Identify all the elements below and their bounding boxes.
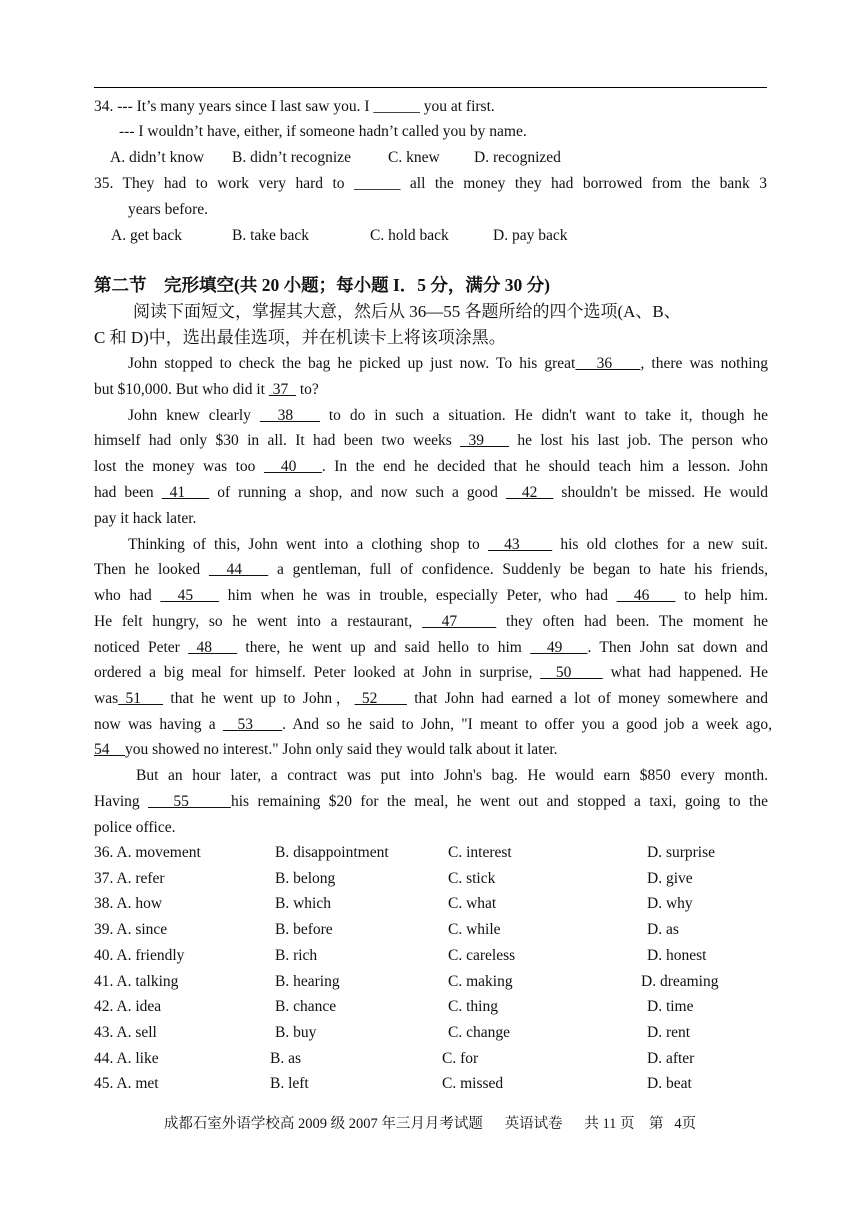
passage-line: himself had only $30 in all. It had been two weeks 39 he lost his last job. The person who [94, 432, 769, 449]
passage-line: but $10,000. But who did it 37 to? [94, 381, 319, 398]
passage-line: ordered a big meal for himself. Peter looked at John in surprise, 50 what had happened. He [94, 664, 768, 681]
choice-37-b: B. belong [275, 870, 336, 887]
choice-38-b: B. which [275, 895, 331, 912]
q35-option-d: D. pay back [493, 227, 568, 244]
choice-39-a: 39. A. since [94, 921, 168, 938]
choice-37-a: 37. A. refer [94, 870, 165, 887]
passage-line: who had 45 him when he was in trouble, especially Peter, who had 46 to help him. [94, 587, 769, 604]
choice-44-d: D. after [647, 1050, 695, 1067]
q35-option-a: A. get back [111, 227, 183, 244]
choice-45-a: 45. A. met [94, 1075, 159, 1092]
choice-41-b: B. hearing [275, 973, 340, 990]
blank-41: 41 [161, 484, 210, 501]
choice-42-a: 42. A. idea [94, 998, 162, 1015]
blank-38: 38 [259, 407, 320, 424]
passage-line: Thinking of this, John went into a clothing shop to 43 his old clothes for a new suit. [128, 536, 769, 553]
blank-50: 50 [540, 664, 603, 681]
blank-42: 42 [505, 484, 554, 501]
q34-option-d: D. recognized [474, 149, 561, 166]
blank-45: 45 [160, 587, 220, 604]
q34-response: --- I wouldn’t have, either, if someone hadn’t called you by name. [119, 123, 527, 140]
page-footer: 成都石室外语学校高 2009 级 2007 年三月月考试题 英语试卷 共 11 页 第 4页 [163, 1116, 697, 1132]
choice-38-c: C. what [448, 895, 497, 912]
blank-48: 48 [188, 639, 238, 656]
q34-option-c: C. knew [388, 149, 440, 166]
q35-option-b: B. take back [232, 227, 310, 244]
choice-36-a: 36. A. movement [94, 844, 201, 861]
choice-38-a: 38. A. how [94, 895, 163, 912]
choice-39-b: B. before [275, 921, 333, 938]
passage-line: lost the money was too 40 . In the end he decided that he should teach him a lesson. John [94, 458, 769, 475]
passage-line: now was having a 53 . And so he said to John, "I meant to offer you a good job a week ago, [94, 716, 772, 733]
choice-38-d: D. why [647, 895, 693, 912]
choice-42-d: D. time [647, 998, 694, 1015]
choice-42-c: C. thing [448, 998, 498, 1015]
choice-36-b: B. disappointment [275, 844, 389, 861]
passage-line: Having 55 his remaining $20 for the meal, he went out and stopped a taxi, going to the [94, 793, 768, 810]
blank-36: 36 [575, 355, 641, 372]
blank-39: 39 [460, 432, 510, 449]
choice-44-b: B. as [270, 1050, 301, 1067]
blank-49: 49 [530, 639, 588, 656]
passage-line: He felt hungry, so he went into a restaurant, 47 they often had been. The moment he [94, 613, 769, 630]
blank-53: 53 [222, 716, 283, 733]
choice-45-b: B. left [270, 1075, 309, 1092]
passage-line: was 51 that he went up to John， 52 that John had earned a lot of money somewhere and [94, 690, 769, 707]
choice-43-d: D. rent [647, 1024, 691, 1041]
blank-40: 40 [263, 458, 322, 475]
passage-line: police office. [94, 819, 176, 836]
choice-43-a: 43. A. sell [94, 1024, 157, 1041]
choice-45-d: D. beat [647, 1075, 692, 1092]
choice-42-b: B. chance [275, 998, 337, 1015]
section-instructions-1: 阅读下面短文，掌握其大意，然后从 36—55 各题所给的四个选项(A、B、 [133, 302, 681, 321]
choice-44-a: 44. A. like [94, 1050, 159, 1067]
section-instructions-2: C 和 D)中，选出最佳选项，并在机读卡上将该项涂黑。 [94, 328, 506, 347]
blank-43: 43 [487, 536, 553, 553]
choice-41-a: 41. A. talking [94, 973, 179, 990]
blank-55: 55 [148, 793, 231, 810]
blank-37: 37 [268, 381, 296, 398]
choice-40-c: C. careless [448, 947, 516, 964]
choice-45-c: C. missed [442, 1075, 504, 1092]
blank-52: 52 [354, 690, 407, 707]
blank-46: 46 [616, 587, 676, 604]
section-heading: 第二节 完形填空(共 20 小题；每小题 I．5 分，满分 30 分) [94, 275, 550, 295]
choice-41-c: C. making [448, 973, 513, 990]
q35-stem: 35. They had to work very hard to ______ all the money they had borrowed from the bank 3 [94, 175, 767, 192]
passage-line: 54 you showed no interest." John only said they would talk about it later. [94, 741, 558, 758]
blank-44: 44 [208, 561, 269, 578]
q35-stem-cont: years before. [128, 201, 209, 218]
header-rule [94, 87, 767, 88]
choice-36-c: C. interest [448, 844, 512, 861]
choice-36-d: D. surprise [647, 844, 716, 861]
passage-line: But an hour later, a contract was put into John's bag. He would earn $850 every month. [136, 767, 768, 784]
q35-option-c: C. hold back [370, 227, 449, 244]
choice-40-a: 40. A. friendly [94, 947, 185, 964]
choice-40-d: D. honest [647, 947, 707, 964]
choice-39-c: C. while [448, 921, 501, 938]
passage-line: noticed Peter 48 there, he went up and said hello to him 49 . Then John sat down and [94, 639, 768, 656]
choice-37-c: C. stick [448, 870, 496, 887]
q34-option-a: A. didn’t know [110, 149, 205, 166]
passage-line: John stopped to check the bag he picked up just now. To his great 36 , there was nothing [128, 355, 768, 372]
passage-line: pay it hack later. [94, 510, 197, 527]
choice-40-b: B. rich [275, 947, 318, 964]
choice-41-d: D. dreaming [641, 973, 719, 990]
blank-47: 47 [422, 613, 497, 630]
choice-37-d: D. give [647, 870, 693, 887]
choice-44-c: C. for [442, 1050, 479, 1067]
passage-line: had been 41 of running a shop, and now such a good 42 shouldn't be missed. He would [94, 484, 769, 501]
q34-option-b: B. didn’t recognize [232, 149, 351, 166]
blank-51: 51 [118, 690, 164, 707]
q34-stem: 34. --- It’s many years since I last saw you. I ______ you at first. [94, 98, 495, 115]
choice-43-c: C. change [448, 1024, 510, 1041]
choice-43-b: B. buy [275, 1024, 317, 1041]
passage-line: John knew clearly 38 to do in such a situation. He didn't want to take it, though he [128, 407, 768, 424]
passage-line: Then he looked 44 a gentleman, full of confidence. Suddenly be began to hate his friends, [94, 561, 769, 578]
choice-39-d: D. as [647, 921, 679, 938]
blank-54: 54 [94, 741, 125, 758]
